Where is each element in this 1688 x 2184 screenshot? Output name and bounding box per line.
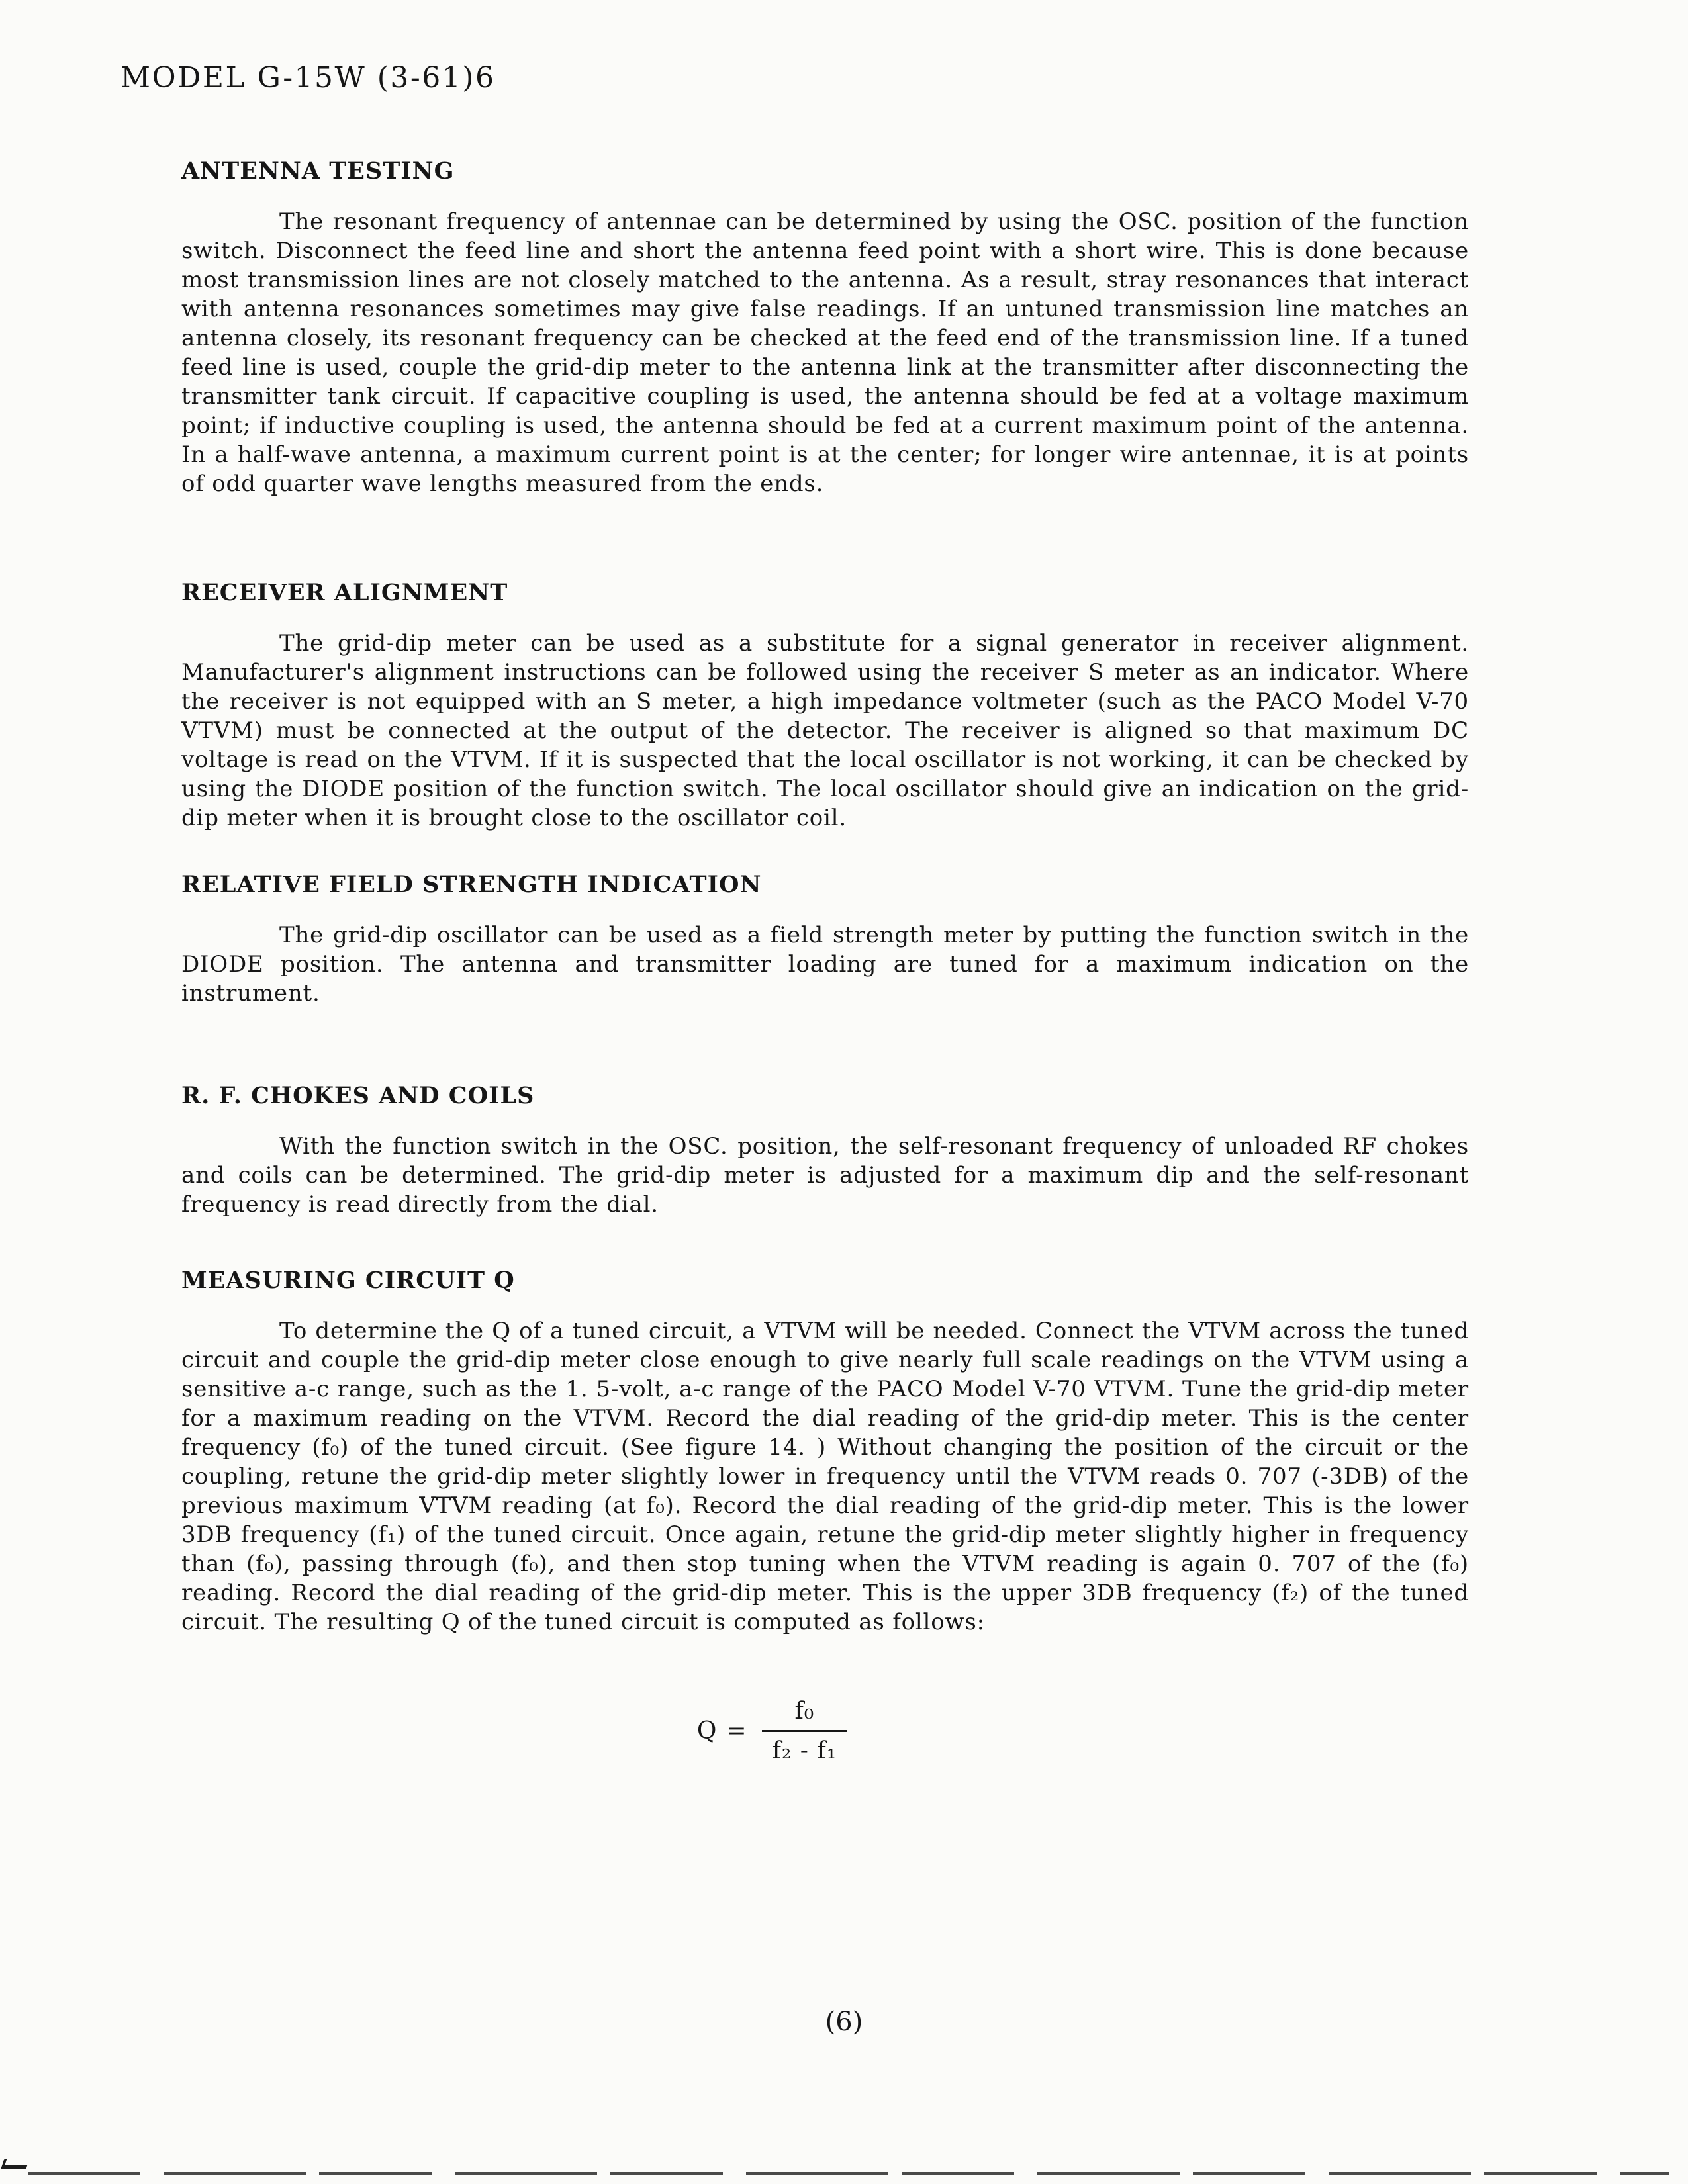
section-antenna-testing bbox=[181, 158, 1469, 498]
heading-antenna-testing: ANTENNA TESTING bbox=[181, 158, 455, 185]
heading-receiver-alignment: RECEIVER ALIGNMENT bbox=[181, 579, 508, 606]
formula-numerator: f₀ bbox=[762, 1698, 848, 1732]
paragraph-receiver-alignment: The grid-dip meter can be used as a substitute for a signal generator in receiver alignment. Manufacturer's alignment instructions can be followed using the receiver S meter as an indicator. Where the receiver is not equipped with an S meter, a high impedance voltmeter (such as the PACO Model V-70 VTVM) must be connected at the output of the detector. The receiver is aligned so that maximum DC voltage is read on the VTVM. If it is suspected that the local oscillator is not working, it can be checked by using the DIODE position of the function switch. The local oscillator should give an indication on the grid-dip meter when it is brought close to the oscillator coil. bbox=[181, 630, 1469, 831]
heading-relative-field-strength: RELATIVE FIELD STRENGTH INDICATION bbox=[181, 871, 762, 898]
scan-artifact-corner-mark bbox=[1, 2159, 30, 2169]
section-receiver-alignment bbox=[181, 579, 1469, 833]
section-measuring-circuit-q bbox=[181, 1267, 1469, 1637]
q-formula bbox=[128, 1698, 1416, 1764]
page-content bbox=[181, 158, 1469, 1764]
paragraph-rf-chokes-and-coils: With the function switch in the OSC. position, the self-resonant frequency of unloaded RF chokes and coils can be determined. The grid-dip meter is adjusted for a maximum dip and the self-resonant frequency is read directly from the dial. bbox=[181, 1133, 1469, 1218]
paragraph-measuring-circuit-q: To determine the Q of a tuned circuit, a VTVM will be needed. Connect the VTVM across the tuned circuit and couple the grid-dip meter close enough to give nearly full scale readings on the VTVM using a sensitive a-c range, such as the 1. 5-volt, a-c range of the PACO Model V-70 VTVM. Tune the grid-dip meter for a maximum reading on the VTVM. Record the dial reading of the grid-dip meter. This is the center frequency (f₀) of the tuned circuit. (See figure 14. ) Without changing the position of the circuit or the coupling, retune the grid-dip meter slightly lower in frequency until the VTVM reads 0. 707 (-3DB) of the previous maximum VTVM reading (at f₀). Record the dial reading of the grid-dip meter. This is the lower 3DB frequency (f₁) of the tuned circuit. Once again, retune the grid-dip meter slightly higher in frequency than (f₀), passing through (f₀), and then stop tuning when the VTVM reading is again 0. 707 of the (f₀) reading. Record the dial reading of the grid-dip meter. This is the upper 3DB frequency (f₂) of the tuned circuit. The resulting Q of the tuned circuit is computed as follows: bbox=[181, 1318, 1469, 1635]
section-relative-field-strength bbox=[181, 871, 1469, 1008]
page-number: (6) bbox=[825, 2007, 863, 2037]
paragraph-antenna-testing: The resonant frequency of antennae can be determined by using the OSC. position of the function switch. Disconnect the feed line and short the antenna feed point with a short wire. This is done because most transmission lines are not closely matched to the antenna. As a result, stray resonances that interact with antenna resonances sometimes may give false readings. If an untuned transmission line matches an antenna closely, its resonant frequency can be checked at the feed end of the transmission line. If a tuned feed line is used, couple the grid-dip meter to the antenna link at the transmitter after disconnecting the transmitter tank circuit. If capacitive coupling is used, the antenna should be fed at a voltage maximum point; if inductive coupling is used, the antenna should be fed at a current maximum point of the antenna. In a half-wave antenna, a maximum current point is at the center; for longer wire antennae, it is at points of odd quarter wave lengths measured from the ends. bbox=[181, 208, 1469, 497]
heading-rf-chokes-and-coils: R. F. CHOKES AND COILS bbox=[181, 1082, 535, 1109]
scan-artifact-bottom-line bbox=[28, 2172, 1669, 2175]
formula-lhs: Q bbox=[696, 1717, 718, 1745]
formula-fraction bbox=[762, 1698, 848, 1764]
document-model-header: MODEL G-15W (3-61)6 bbox=[120, 61, 496, 95]
formula-equals-sign: = bbox=[726, 1717, 747, 1745]
section-rf-chokes-and-coils bbox=[181, 1082, 1469, 1219]
heading-measuring-circuit-q: MEASURING CIRCUIT Q bbox=[181, 1267, 515, 1294]
formula-denominator: f₂ - f₁ bbox=[772, 1737, 837, 1764]
paragraph-relative-field-strength: The grid-dip oscillator can be used as a field strength meter by putting the function switch in the DIODE position. The antenna and transmitter loading are tuned for a maximum indication on the instrument. bbox=[181, 922, 1469, 1007]
